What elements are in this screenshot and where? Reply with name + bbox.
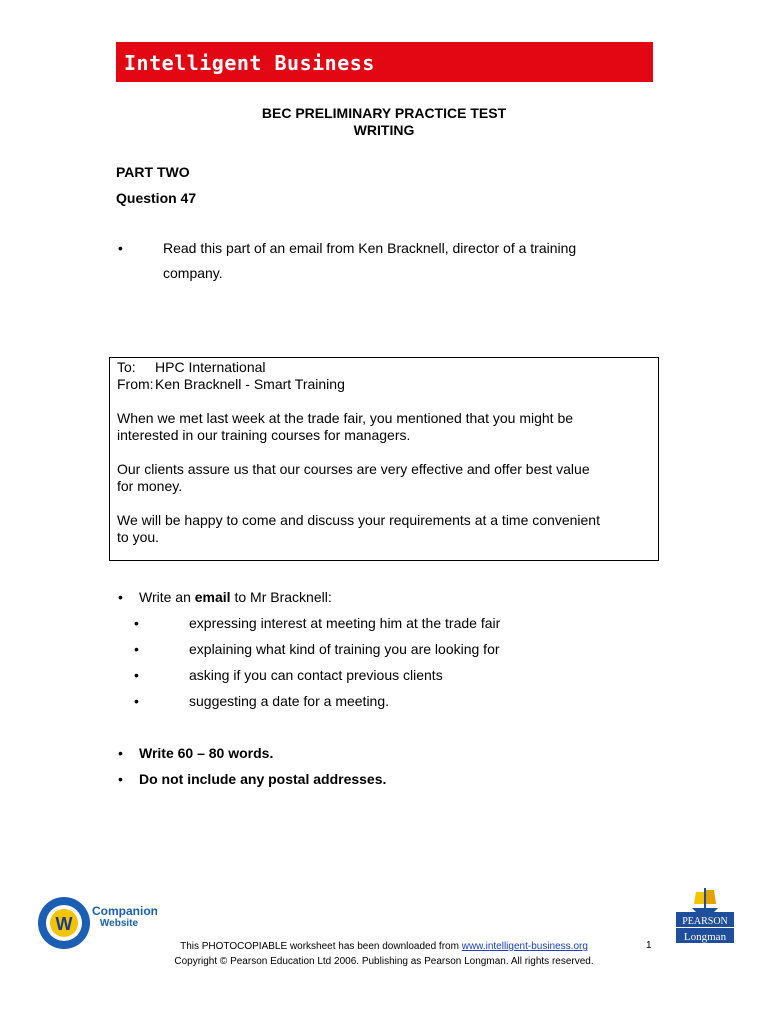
bullet-icon: • xyxy=(118,745,123,761)
bullet-icon: • xyxy=(118,771,123,787)
task-email-word: email xyxy=(194,589,231,605)
task-point-3: asking if you can contact previous clients xyxy=(189,667,443,683)
question-heading: Question 47 xyxy=(116,190,197,206)
bullet-icon: • xyxy=(134,667,139,683)
pearson-longman-logo xyxy=(674,884,736,944)
email-paragraph-2-line-1: Our clients assure us that our courses are very effective and offer best value xyxy=(117,461,590,477)
companion-line-2: Website xyxy=(99,918,139,929)
email-excerpt-box xyxy=(109,357,659,561)
email-from-value: Ken Bracknell - Smart Training xyxy=(155,376,345,392)
pearson-line-1: PEARSON xyxy=(682,916,728,927)
rule-no-addresses: Do not include any postal addresses. xyxy=(139,771,387,787)
email-paragraph-3-line-1: We will be happy to come and discuss your requirements at a time convenient xyxy=(117,512,600,528)
email-to-value: HPC International xyxy=(155,359,266,375)
bullet-icon: • xyxy=(134,615,139,631)
pearson-ship-icon xyxy=(674,884,736,944)
test-subtitle: WRITING xyxy=(353,122,415,138)
bullet-icon: • xyxy=(134,641,139,657)
task-suffix: to Mr Bracknell: xyxy=(230,589,332,605)
intro-line-2: company. xyxy=(163,265,223,281)
email-paragraph-3-line-2: to you. xyxy=(117,529,160,545)
banner-title: Intelligent Business xyxy=(124,51,375,75)
footer-link[interactable]: www.intelligent-business.org xyxy=(461,941,588,952)
email-to-label: To: xyxy=(117,359,136,375)
task-point-2: explaining what kind of training you are looking for xyxy=(189,641,500,657)
companion-line-1: Companion xyxy=(92,904,157,918)
footer-line-1 xyxy=(0,939,768,954)
page-number: 1 xyxy=(646,940,652,951)
part-heading: PART TWO xyxy=(116,164,190,180)
task-point-1: expressing interest at meeting him at the trade fair xyxy=(189,615,501,631)
rule-word-count: Write 60 – 80 words. xyxy=(139,745,274,761)
email-paragraph-1-line-2: interested in our training courses for managers. xyxy=(117,427,411,443)
bullet-icon: • xyxy=(118,240,123,256)
bullet-icon: • xyxy=(118,589,123,605)
task-point-4: suggesting a date for a meeting. xyxy=(189,693,390,709)
footer-copyright: Copyright © Pearson Education Ltd 2006. Publishing as Pearson Longman. All rights reserved. xyxy=(174,956,594,967)
pearson-line-2: Longman xyxy=(683,931,727,943)
task-instruction xyxy=(139,589,332,606)
email-paragraph-1-line-1: When we met last week at the trade fair, you mentioned that you might be xyxy=(117,410,574,426)
bullet-icon: • xyxy=(134,693,139,709)
footer-prefix: This PHOTOCOPIABLE worksheet has been downloaded from xyxy=(180,941,462,952)
task-prefix: Write an xyxy=(139,589,195,605)
intro-line-1: Read this part of an email from Ken Bracknell, director of a training xyxy=(163,240,577,256)
companion-badge-letter: W xyxy=(55,914,73,934)
test-title: BEC PRELIMINARY PRACTICE TEST xyxy=(261,105,507,121)
email-paragraph-2-line-2: for money. xyxy=(117,478,183,494)
intelligent-business-banner xyxy=(116,42,653,82)
email-from-label: From: xyxy=(117,376,154,392)
